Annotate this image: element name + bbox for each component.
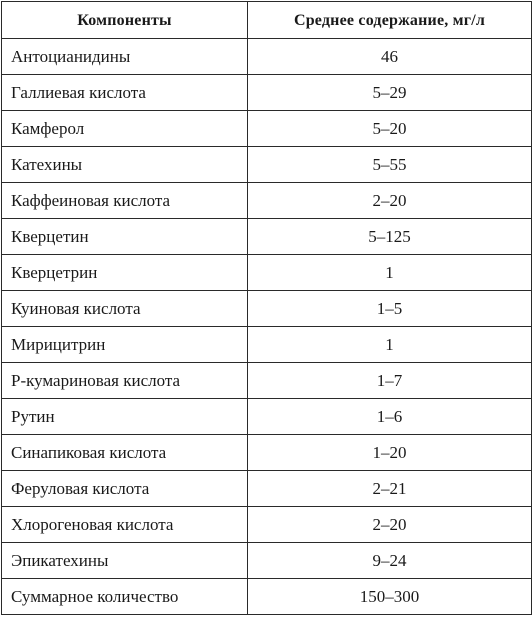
component-value: 5–20 [248,111,532,147]
component-value: 1–7 [248,363,532,399]
table-row [2,255,532,291]
component-value: 1 [248,255,532,291]
component-value: 5–55 [248,147,532,183]
component-value: 2–20 [248,183,532,219]
component-name: Кверцетрин [2,255,248,291]
total-label: Суммарное количество [2,579,248,615]
component-name: Катехины [2,147,248,183]
table-row [2,147,532,183]
table-row [2,75,532,111]
component-name: Кверцетин [2,219,248,255]
component-value: 5–125 [248,219,532,255]
component-name: Рутин [2,399,248,435]
component-name: Хлорогеновая кислота [2,507,248,543]
total-value: 150–300 [248,579,532,615]
column-header-average-content: Среднее содержание, мг/л [248,2,532,39]
component-value: 1 [248,327,532,363]
component-value: 5–29 [248,75,532,111]
component-name: Камферол [2,111,248,147]
table-row [2,435,532,471]
table-header [2,2,532,39]
table-row [2,327,532,363]
table-row [2,543,532,579]
table-row [2,471,532,507]
component-value: 1–5 [248,291,532,327]
table-row [2,39,532,75]
component-name: Р-кумариновая кислота [2,363,248,399]
column-header-components: Компоненты [2,2,248,39]
table-row-total [2,579,532,615]
component-value: 9–24 [248,543,532,579]
table-body [2,39,532,615]
component-name: Синапиковая кислота [2,435,248,471]
component-value: 2–21 [248,471,532,507]
table-row [2,111,532,147]
component-name: Феруловая кислота [2,471,248,507]
component-value: 46 [248,39,532,75]
component-value: 1–20 [248,435,532,471]
table-row [2,399,532,435]
table-row [2,363,532,399]
component-value: 1–6 [248,399,532,435]
component-name: Галлиевая кислота [2,75,248,111]
table-row [2,291,532,327]
component-name: Антоцианидины [2,39,248,75]
component-value: 2–20 [248,507,532,543]
table-row [2,183,532,219]
component-name: Куиновая кислота [2,291,248,327]
component-name: Мирицитрин [2,327,248,363]
table-row [2,507,532,543]
component-name: Каффеиновая кислота [2,183,248,219]
component-name: Эпикатехины [2,543,248,579]
composition-table [1,1,532,615]
table-header-row [2,2,532,39]
table-row [2,219,532,255]
